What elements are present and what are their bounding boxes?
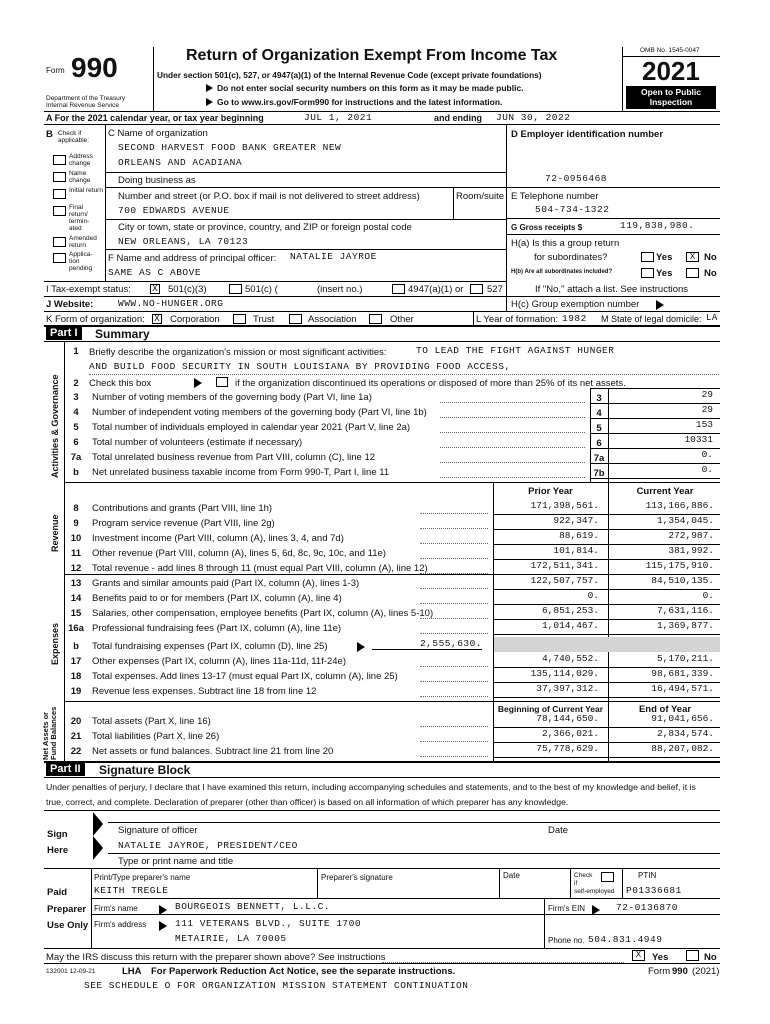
4947-label: 4947(a)(1) or — [408, 284, 464, 295]
gross-receipts-value: 119,838,980. — [620, 220, 695, 231]
insert-no-label: (insert no.) — [317, 284, 363, 295]
arrow-icon — [194, 378, 202, 388]
line-1-label: Briefly describe the organization's mission or most significant activities: — [89, 347, 387, 358]
room-suite-label: Room/suite — [456, 191, 505, 202]
phone-no-label: Phone no. — [548, 936, 585, 945]
boy-header: Beginning of Current Year — [497, 704, 604, 714]
leader-dots — [420, 558, 488, 559]
schedule-o-note: SEE SCHEDULE O FOR ORGANIZATION MISSION STATEMENT CONTINUATION — [84, 980, 469, 991]
h-a-yes-label: Yes — [656, 252, 673, 263]
line-16b-label: Total fundraising expenses (Part IX, column (D), line 25) — [92, 641, 328, 652]
officer-label: F Name and address of principal officer: — [108, 253, 277, 264]
gov-line-value: 0. — [701, 464, 713, 475]
association-checkbox[interactable] — [289, 314, 302, 324]
discuss-yes-checkbox[interactable]: X — [632, 950, 645, 961]
officer-name: NATALIE JAYROE — [290, 251, 377, 262]
prior-year-value: 88,619. — [559, 530, 599, 541]
gov-line-label: Total unrelated business revenue from Part VIII, column (C), line 12 — [92, 452, 376, 463]
527-label: 527 — [487, 284, 503, 295]
association-label: Association — [308, 314, 357, 325]
org-name-line1: SECOND HARVEST FOOD BANK GREATER NEW — [118, 142, 342, 153]
part-1-label: Part I — [46, 327, 82, 340]
h-a-no-checkbox[interactable]: X — [686, 252, 699, 262]
preparer-signature-label[interactable]: Preparer's signature — [321, 873, 393, 882]
part-2-label: Part II — [46, 763, 85, 776]
arrow-icon — [206, 84, 213, 92]
if-label: if — [574, 880, 578, 887]
current-year-value: 272,987. — [668, 530, 714, 541]
current-year-value: 98,681,339. — [651, 668, 714, 679]
prior-year-value: 101,814. — [553, 545, 599, 556]
current-year-value: 381,992. — [668, 545, 714, 556]
gov-line-num: 4 — [73, 407, 79, 418]
current-year-value: 115,175,910. — [645, 560, 714, 571]
line-num: 14 — [70, 593, 82, 604]
form-ref-word: Form — [648, 966, 671, 977]
prior-year-header: Prior Year — [528, 486, 573, 497]
street-address: 700 EDWARDS AVENUE — [118, 205, 230, 216]
line-label: Total expenses. Add lines 13-17 (must equal Part IX, column (A), line 25) — [92, 671, 398, 682]
and-ending-label: and ending — [434, 113, 482, 123]
discuss-yes-label: Yes — [652, 952, 669, 963]
here-label: Here — [47, 845, 69, 856]
current-year-value: 84,510,135. — [651, 575, 714, 586]
h-b-no-label: No — [704, 268, 717, 279]
prior-year-value: 78,144,650. — [536, 713, 599, 724]
h-b-label: H(b) Are all subordinates included? — [511, 269, 613, 275]
leader-dots — [420, 513, 488, 514]
ptin-value: P01336681 — [626, 885, 682, 896]
line-num: 8 — [73, 503, 79, 514]
line-num: 17 — [70, 656, 82, 667]
form-of-org-label: K Form of organization: — [46, 314, 145, 325]
leader-dots — [420, 681, 488, 682]
street-label: Number and street (or P.O. box if mail is not delivered to street address) — [118, 191, 420, 202]
city-label: City or town, state or province, country, and ZIP or foreign postal code — [118, 222, 412, 233]
form-code: 132001 12-09-21 — [46, 968, 96, 975]
mission-line-1: TO LEAD THE FIGHT AGAINST HUNGER — [416, 345, 615, 356]
state-domicile-label: M State of legal domicile: — [601, 314, 702, 324]
leader-dots — [420, 741, 488, 742]
gov-line-box: 3 — [596, 393, 602, 404]
h-c-label: H(c) Group exemption number — [511, 299, 640, 310]
line-label: Professional fundraising fees (Part IX, column (A), line 11e) — [92, 623, 342, 634]
check-if: Check if — [58, 130, 82, 137]
line-num: 12 — [70, 563, 82, 574]
h-b-yes-label: Yes — [656, 268, 673, 279]
h-a-label: H(a) Is this a group return — [511, 238, 620, 249]
part-1-title: Summary — [95, 327, 150, 341]
part-2-title: Signature Block — [99, 763, 191, 777]
self-employed-checkbox[interactable] — [601, 872, 614, 882]
line-num: 18 — [70, 671, 82, 682]
leader-dots — [440, 432, 585, 433]
gov-line-label: Total number of individuals employed in calendar year 2021 (Part V, line 2a) — [92, 422, 411, 433]
preparer-date-label: Date — [503, 871, 520, 880]
officer-name-title: NATALIE JAYROE, PRESIDENT/CEO — [118, 840, 298, 851]
website-label: J Website: — [46, 299, 94, 310]
527-checkbox[interactable] — [470, 284, 483, 294]
form-title: Return of Organization Exempt From Income Tax — [186, 47, 558, 64]
corporation-checkbox[interactable]: X — [152, 314, 162, 324]
h-a-yes-checkbox[interactable] — [641, 252, 654, 262]
open-to-public: Open to Public — [641, 87, 701, 97]
leader-dots — [440, 447, 585, 448]
line-num: 9 — [73, 518, 79, 529]
form-word: Form — [46, 66, 65, 75]
arrow-icon — [206, 98, 213, 106]
firm-address-label: Firm's address — [94, 920, 147, 929]
city-state-zip: NEW ORLEANS, LA 70123 — [118, 236, 249, 247]
use-only-label: Use Only — [47, 920, 89, 931]
gov-line-label: Number of independent voting members of the governing body (Part VI, line 1b) — [92, 407, 427, 418]
gov-line-num: 7a — [70, 452, 82, 463]
phone-value: 504-734-1322 — [535, 204, 610, 215]
self-employed-label: self-employed — [574, 888, 615, 895]
inspection: Inspection — [649, 97, 693, 107]
discuss-label: May the IRS discuss this return with the preparer shown above? See instructions — [46, 952, 386, 963]
line-label: Salaries, other compensation, employee benefits (Part IX, column (A), lines 5-10) — [92, 608, 434, 619]
leader-dots — [420, 666, 488, 667]
gov-line-box: 5 — [596, 423, 602, 434]
paperwork-notice: For Paperwork Reduction Act Notice, see the separate instructions. — [151, 966, 456, 977]
sign-arrow-icon-2 — [93, 836, 103, 860]
line-num: 11 — [70, 548, 82, 559]
leader-dots — [420, 633, 488, 634]
arrow-icon — [357, 642, 365, 652]
gov-line-box: 7a — [593, 453, 605, 464]
ein-value: 72-0956468 — [545, 173, 608, 184]
line-2-label-a: Check this box — [89, 378, 152, 389]
prior-year-value: 171,398,561. — [530, 500, 599, 511]
gov-line-label: Number of voting members of the governing body (Part VI, line 1a) — [92, 392, 372, 403]
h-a-no-label: No — [704, 252, 717, 263]
prior-year-value: 6,851,253. — [541, 605, 599, 616]
ssn-warning: Do not enter social security numbers on this form as it may be made public. — [217, 83, 524, 93]
mission-line-2: AND BUILD FOOD SECURITY IN SOUTH LOUISIANA BY PROVIDING FOOD ACCESS, — [89, 361, 511, 372]
firm-address-2: METAIRIE, LA 70005 — [175, 933, 287, 944]
leader-dots — [420, 618, 488, 619]
leader-dots — [440, 462, 585, 463]
irs-label: Internal Revenue Service — [46, 102, 119, 109]
arrow-icon — [159, 921, 167, 931]
arrow-icon — [656, 300, 664, 310]
gov-line-num: b — [73, 467, 79, 478]
leader-dots — [420, 588, 488, 589]
check-label: Check — [574, 872, 593, 879]
row-rule — [493, 697, 720, 698]
leader-dots — [420, 543, 488, 544]
leader-dots — [440, 402, 585, 403]
gross-receipts-label: G Gross receipts $ — [511, 223, 583, 232]
gov-line-value: 29 — [701, 404, 713, 415]
line-num: 16a — [68, 623, 84, 634]
initial-return-label: Initial return — [69, 187, 103, 194]
current-year-value: 91,041,656. — [651, 713, 714, 724]
tax-year-begin: JUL 1, 2021 — [304, 112, 373, 123]
line-label: Net assets or fund balances. Subtract line 21 from line 20 — [92, 746, 334, 757]
dba-label: Doing business as — [118, 175, 196, 186]
org-name-line2: ORLEANS AND ACADIANA — [118, 157, 243, 168]
line-label: Total assets (Part X, line 16) — [92, 716, 211, 727]
form-ref-year: (2021) — [692, 966, 720, 977]
final-return-label: Final return/ termin- ated — [69, 204, 90, 232]
line-num: 13 — [70, 578, 82, 589]
gov-line-value: 10331 — [684, 434, 713, 445]
h-b-note: If "No," attach a list. See instructions — [535, 284, 689, 295]
other-label: Other — [390, 314, 414, 325]
address-change-checkbox[interactable] — [53, 155, 66, 165]
tax-year: 2021 — [642, 56, 700, 86]
gov-line-box: 6 — [596, 438, 602, 449]
eoy-header: End of Year — [638, 704, 692, 715]
ptin-label: PTIN — [638, 871, 657, 880]
gov-line-box: 4 — [596, 408, 602, 419]
line-label: Total revenue - add lines 8 through 11 (must equal Part VIII, column (A), line 12) — [92, 563, 428, 574]
omb-number: OMB No. 1545-0047 — [640, 47, 700, 54]
row-rule — [493, 757, 720, 758]
prior-year-value: 37,397,312. — [536, 683, 599, 694]
firm-ein-label: Firm's EIN — [548, 904, 586, 913]
gov-line-num: 3 — [73, 392, 79, 403]
line-2-label-b: if the organization discontinued its operations or disposed of more than 25% of its net assets. — [235, 378, 626, 389]
org-name-label: C Name of organization — [108, 128, 208, 139]
gov-line-num: 6 — [73, 437, 79, 448]
line-label: Other expenses (Part IX, column (A), lines 11a-11d, 11f-24e) — [92, 656, 346, 667]
prior-year-value: 0. — [587, 590, 599, 601]
row-rule — [493, 634, 720, 635]
final-return-checkbox[interactable] — [53, 206, 66, 216]
leader-dots — [440, 477, 585, 478]
application-pending-label: Applica- tion pending — [69, 251, 93, 272]
year-formation-label: L Year of formation: — [476, 314, 559, 325]
current-year-value: 113,166,886. — [645, 500, 714, 511]
tax-year-end: JUN 30, 2022 — [496, 112, 571, 123]
prior-year-value: 922,347. — [553, 515, 599, 526]
current-year-value: 1,354,045. — [656, 515, 714, 526]
current-year-header: Current Year — [636, 486, 694, 497]
phone-label: E Telephone number — [511, 191, 599, 202]
firm-name: BOURGEOIS BENNETT, L.L.C. — [175, 901, 331, 912]
leader-dots — [420, 726, 488, 727]
current-year-value: 88,207,082. — [651, 743, 714, 754]
prior-year-value: 75,778,629. — [536, 743, 599, 754]
current-year-value: 7,631,116. — [656, 605, 714, 616]
prior-year-value: 135,114,029. — [530, 668, 599, 679]
applicable: applicable: — [58, 137, 90, 144]
line-num: 21 — [70, 731, 82, 742]
preparer-name-label: Print/Type preparer's name — [94, 873, 191, 882]
trust-checkbox[interactable] — [233, 314, 246, 324]
line-num: 19 — [70, 686, 82, 697]
leader-dots — [420, 528, 488, 529]
name-change-label: Name change — [69, 170, 91, 184]
ein-label: D Employer identification number — [511, 129, 664, 140]
line-label: Benefits paid to or for members (Part IX, column (A), line 4) — [92, 593, 342, 604]
trust-label: Trust — [253, 314, 275, 325]
sign-arrow-icon — [93, 812, 103, 836]
discuss-no-label: No — [704, 952, 717, 963]
form-number: 990 — [71, 52, 118, 83]
line-label: Investment income (Part VIII, column (A), lines 3, 4, and 7d) — [92, 533, 344, 544]
side-governance: Activities & Governance — [50, 374, 60, 478]
line-num: 22 — [70, 746, 82, 757]
501c-label: 501(c) ( — [245, 284, 278, 295]
penalty-text-1: Under penalties of perjury, I declare that I have examined this return, including accompanying schedules and statements, and to the best of my knowledge and belief, it is — [46, 782, 696, 792]
side-expenses: Expenses — [50, 622, 60, 665]
state-domicile-value: LA — [706, 313, 718, 323]
name-change-checkbox[interactable] — [53, 172, 66, 182]
prior-year-value: 2,366,021. — [541, 728, 599, 739]
line-label: Total liabilities (Part X, line 26) — [92, 731, 220, 742]
line-1-num: 1 — [73, 346, 79, 357]
line-num: 15 — [70, 608, 82, 619]
line-num: 10 — [70, 533, 82, 544]
firm-name-label: Firm's name — [94, 904, 138, 913]
current-year-value: 5,170,211. — [656, 653, 714, 664]
leader-dots — [440, 417, 585, 418]
line-num: 20 — [70, 716, 82, 727]
dept-treasury: Department of the Treasury — [46, 95, 126, 102]
gov-line-num: 5 — [73, 422, 79, 433]
gov-line-value: 153 — [695, 419, 713, 430]
501c3-checkbox[interactable]: X — [150, 284, 160, 294]
line-label: Contributions and grants (Part VIII, line 1h) — [92, 503, 273, 514]
b-label: B — [46, 129, 53, 140]
line-16b-value: 2,555,630. — [372, 638, 482, 650]
line-a-label: A For the 2021 calendar year, or tax year beginning — [46, 113, 264, 123]
goto-instructions: Go to www.irs.gov/Form990 for instructions and the latest information. — [217, 97, 503, 107]
gov-line-value: 29 — [701, 389, 713, 400]
h-b-yes-checkbox[interactable] — [641, 268, 654, 278]
sign-date-label: Date — [548, 825, 569, 836]
h-a-label-2: for subordinates? — [534, 252, 608, 263]
line-label: Grants and similar amounts paid (Part IX, column (A), lines 1-3) — [92, 578, 360, 589]
h-b-no-checkbox[interactable] — [686, 268, 699, 278]
form-ref-number: 990 — [672, 966, 688, 977]
gov-line-box: 7b — [593, 468, 605, 479]
preparer-phone: 504.831.4949 — [588, 934, 663, 945]
current-year-value: 0. — [702, 590, 714, 601]
preparer-label: Preparer — [47, 904, 87, 915]
application-pending-checkbox[interactable] — [53, 253, 66, 263]
firm-address-1: 111 VETERANS BLVD., SUITE 1700 — [175, 918, 362, 929]
prior-year-value: 1,014,467. — [541, 620, 599, 631]
discontinued-checkbox[interactable] — [216, 377, 228, 387]
other-checkbox[interactable] — [369, 314, 382, 324]
sign-label: Sign — [47, 829, 68, 840]
side-net-assets: Net Assets or Fund Balances — [41, 706, 58, 760]
gov-line-label: Total number of volunteers (estimate if necessary) — [92, 437, 303, 448]
501c3-label: 501(c)(3) — [168, 284, 207, 295]
gov-line-label: Net unrelated business taxable income from Form 990-T, Part I, line 11 — [92, 467, 390, 478]
leader-dots — [420, 696, 488, 697]
amended-return-label: Amended return — [69, 235, 97, 249]
current-year-value: 16,494,571. — [651, 683, 714, 694]
line-label: Other revenue (Part VIII, column (A), lines 5, 6d, 8c, 9c, 10c, and 11e) — [92, 548, 386, 559]
gov-line-value: 0. — [701, 449, 713, 460]
amended-return-checkbox[interactable] — [53, 237, 66, 247]
initial-return-checkbox[interactable] — [53, 189, 66, 199]
4947-checkbox[interactable] — [392, 284, 405, 294]
officer-address: SAME AS C ABOVE — [108, 267, 202, 278]
lha-label: LHA — [122, 966, 142, 977]
penalty-text-2: true, correct, and complete. Declaration of preparer (other than officer) is based on all information of which preparer has any knowledge. — [46, 797, 569, 807]
current-year-value: 2,834,574. — [656, 728, 714, 739]
form-subtitle: Under section 501(c), 527, or 4947(a)(1) of the Internal Revenue Code (except private foundations) — [157, 70, 542, 80]
leader-dots — [420, 756, 488, 757]
row-rule — [590, 478, 720, 479]
preparer-name: KEITH TREGLE — [94, 885, 169, 896]
leader-dots — [420, 603, 488, 604]
prior-year-value: 172,511,341. — [530, 560, 599, 571]
website-value: WWW.NO-HUNGER.ORG — [118, 298, 224, 309]
line-16b-num: b — [73, 641, 79, 652]
year-formation-value: 1982 — [562, 313, 587, 324]
current-year-value: 1,369,877. — [656, 620, 714, 631]
prior-year-value: 122,507,757. — [530, 575, 599, 586]
discuss-no-checkbox[interactable] — [686, 950, 699, 961]
line-label: Revenue less expenses. Subtract line 18 from line 12 — [92, 686, 317, 697]
firm-ein: 72-0136870 — [616, 902, 679, 913]
line-label: Program service revenue (Part VIII, line 2g) — [92, 518, 275, 529]
tax-exempt-label: I Tax-exempt status: — [46, 284, 131, 295]
side-revenue: Revenue — [50, 514, 60, 552]
signature-officer-label[interactable]: Signature of officer — [118, 825, 198, 836]
type-name-label: Type or print name and title — [118, 856, 234, 867]
address-change-label: Address change — [69, 153, 93, 167]
prior-year-value: 4,740,552. — [541, 653, 599, 664]
line-2-num: 2 — [73, 378, 79, 389]
corporation-label: Corporation — [170, 314, 220, 325]
paid-label: Paid — [47, 887, 68, 898]
501c-checkbox[interactable] — [229, 284, 242, 294]
